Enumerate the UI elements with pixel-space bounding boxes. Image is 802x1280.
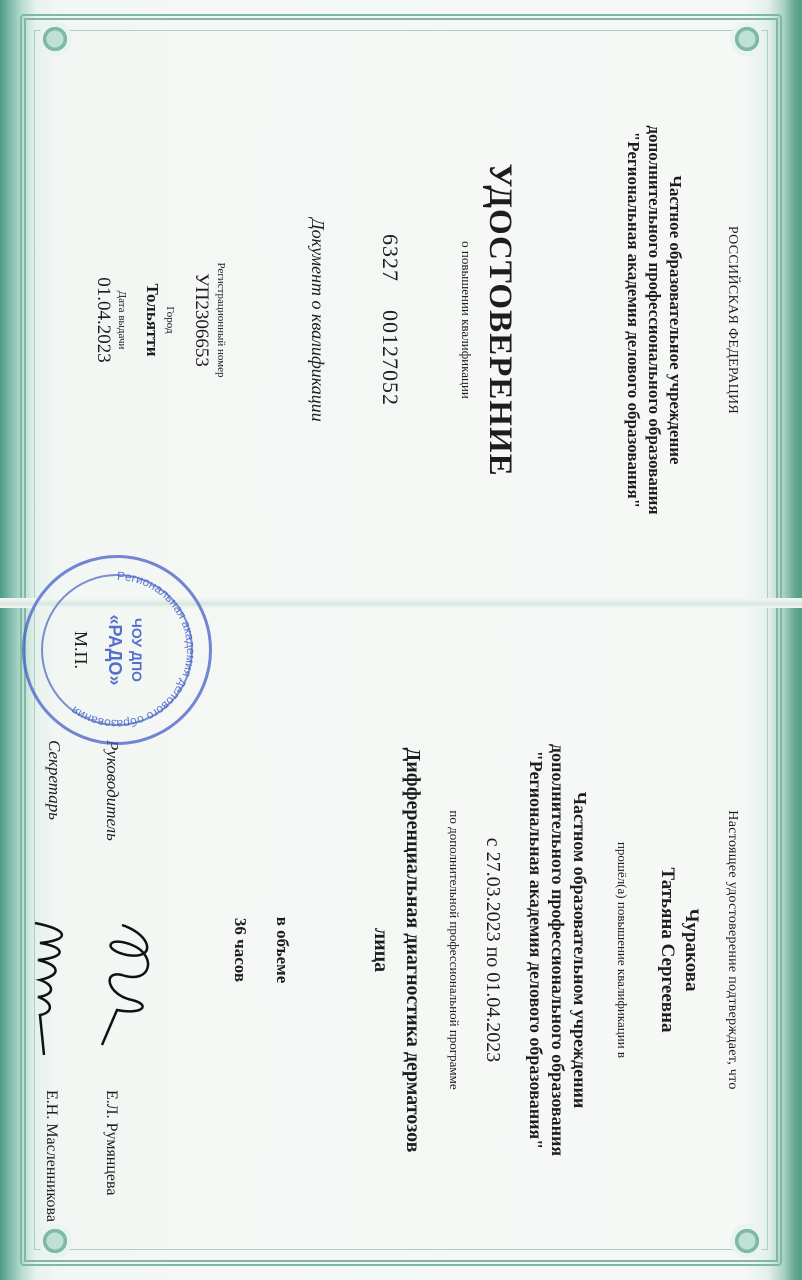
secretary-signature: [20, 915, 80, 1065]
org-line1: Частном образовательном учреждении: [570, 791, 590, 1109]
issue-date-value: 01.04.2023: [93, 277, 114, 363]
volume-label: в объеме: [273, 916, 292, 984]
country-label: РОССИЙСКАЯ ФЕДЕРАЦИЯ: [725, 225, 740, 415]
stamp-ring-label: Региональная академия делового образования: [68, 568, 199, 732]
certificate-number: [377, 40, 403, 600]
given-names: Татьяна Сергеевна: [657, 867, 678, 1033]
secretary-name: Е.Н. Масленникова: [43, 1090, 60, 1222]
stamp-center-line2: «РАДО»: [105, 614, 125, 686]
org-name-line3: "Региональная академия делового образования": [624, 131, 643, 509]
head-label: Руководитель: [103, 740, 122, 841]
stamp-center-line1: ЧОУ ДПО: [129, 618, 145, 682]
document-type: Документ о квалификации: [308, 218, 328, 422]
program-name-line2: лица: [370, 927, 392, 973]
number-value: 00127052: [378, 310, 403, 406]
reg-number-label: Регистрационный номер: [215, 262, 227, 378]
head-signature: [82, 915, 162, 1055]
head-name: Е.Л. Румянцева: [103, 1090, 120, 1196]
org-name-line2: дополнительного профессионального образования: [645, 125, 664, 515]
reg-number-value: УП2306653: [191, 273, 212, 367]
program-name-line1: Дифференциальная диагностика дерматозов: [402, 747, 424, 1153]
secretary-label: Секретарь: [45, 740, 64, 820]
org-line3: "Региональная академия делового образования": [526, 750, 546, 1150]
official-stamp: [22, 555, 212, 745]
surname: Чуракова: [681, 908, 702, 992]
study-period: с 27.03.2023 по 01.04.2023: [482, 837, 504, 1063]
passed-text: прошёл(а) повышение квалификации в: [615, 841, 630, 1059]
issue-date-label: Дата выдачи: [116, 290, 128, 350]
city-value: Тольятти: [143, 283, 162, 357]
document-title: УДОСТОВЕРЕНИЕ: [482, 163, 518, 477]
program-label: по дополнительной профессиональной программе: [447, 810, 462, 1090]
intro-text: Настоящее удостоверение подтверждает, что: [725, 810, 740, 1090]
mp-label: М.П.: [71, 630, 91, 669]
series-value: 6327: [378, 234, 403, 282]
hours-value: 36 часов: [231, 917, 250, 983]
document-subtitle: о повышении квалификации: [459, 241, 474, 399]
certificate-left-half: [0, 40, 802, 600]
org-name-line1: Частное образовательное учреждение: [666, 175, 685, 465]
city-label: Город: [164, 306, 176, 334]
org-line2: дополнительного профессионального образования: [548, 743, 568, 1157]
